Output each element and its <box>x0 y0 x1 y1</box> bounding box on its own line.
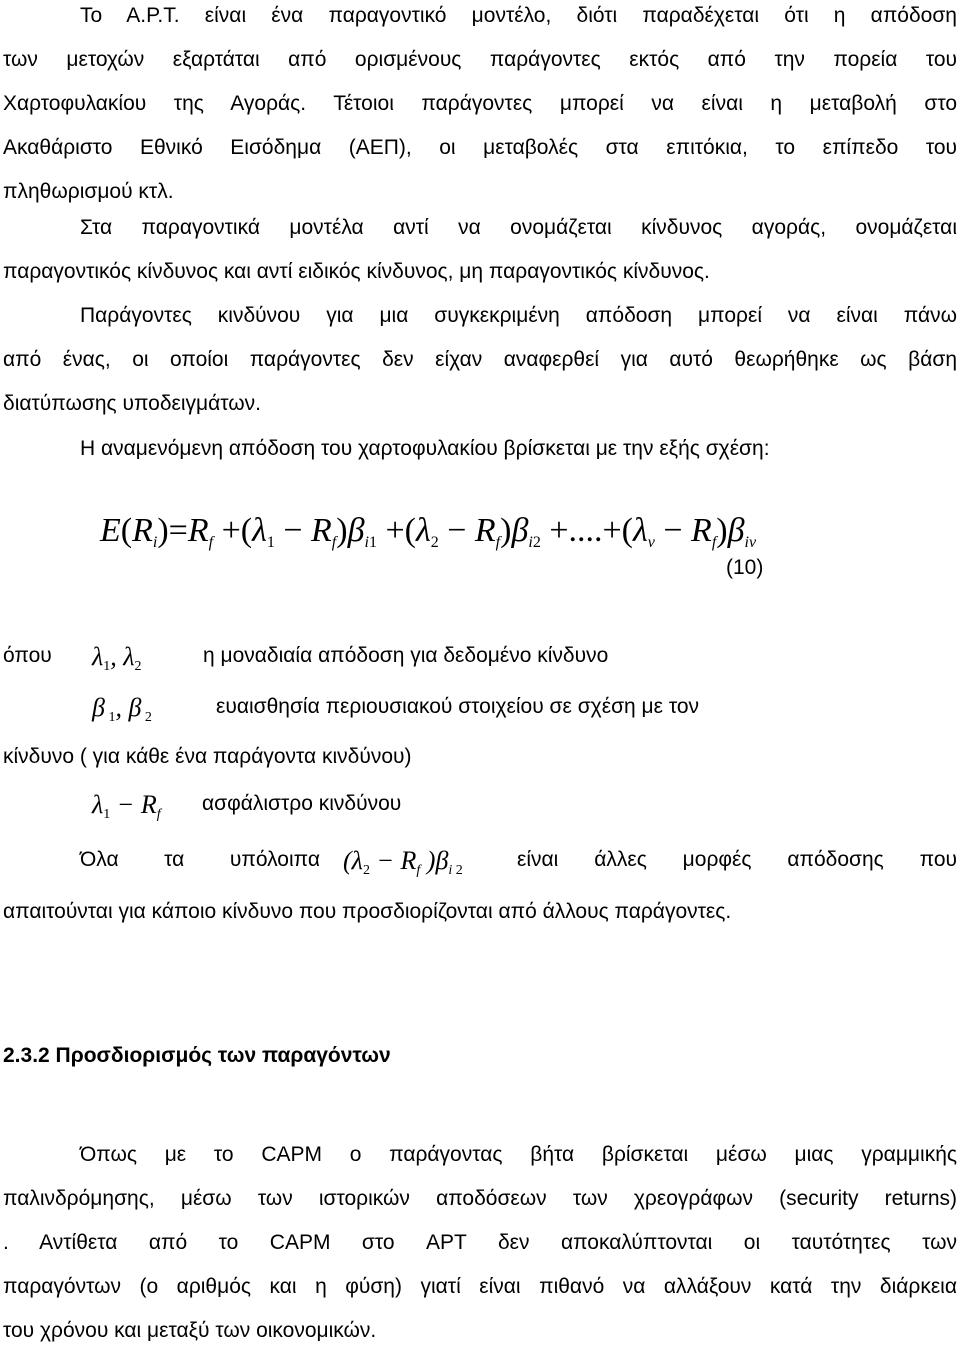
text-line: διατύπωσης υποδειγμάτων. <box>3 392 261 415</box>
lambda-symbols: $\lambda_1$, $\lambda_2$ <box>92 642 142 674</box>
text-line: παλινδρόμησης, μέσω των ιστορικών αποδόσεων των χρεογράφων (security returns) <box>3 1187 957 1210</box>
text-line: Η αναμενόμενη απόδοση του χαρτοφυλακίου βρίσκεται με την εξής σχέση: <box>80 437 770 460</box>
equation-expected-return: $E(R_i)=R_f +(\lambda_1 - R_f)\beta_{i1} +(\lambda_2 - R_f)\beta_{i2} +....+(\lambda_v - R_f)\beta_{iv}$ <box>100 512 757 551</box>
risk-premium-description: ασφάλιστρο κινδύνου <box>202 792 402 815</box>
paragraph-factor-identification <box>3 1133 957 1353</box>
text-line: του χρόνου και μεταξύ των οικονομικών. <box>3 1319 377 1342</box>
beta-symbols: β $_1$, β $_2$ <box>92 693 152 725</box>
text-line: παραγόντων (ο αριθμός και η φύση) γιατί είναι πιθανό να αλλάξουν κατά την διάρκεια <box>3 1275 957 1298</box>
equation-number: (10) <box>726 556 764 579</box>
paragraph-apt-intro <box>3 0 957 214</box>
other-terms-symbol: ($\lambda_2 - R_f$ )$\beta_{i 2}$ <box>343 846 463 878</box>
where-label: όπου <box>3 644 52 667</box>
text-line: . Αντίθετα από το CAPM στο APT δεν αποκαλύπτονται οι ταυτότητες των <box>3 1231 957 1254</box>
text-line: Ακαθάριστο Εθνικό Εισόδημα (ΑΕΠ), οι μεταβολές στα επιτόκια, το επίπεδο του <box>3 136 957 159</box>
rest-description: είναι άλλες μορφές απόδοσης που <box>517 848 957 871</box>
text-line: παραγοντικός κίνδυνος και αντί ειδικός κίνδυνος, μη παραγοντικός κίνδυνος. <box>3 260 710 283</box>
lambda-description: η μοναδιαία απόδοση για δεδομένο κίνδυνο <box>203 644 609 667</box>
rest-label: Όλα τα υπόλοιπα <box>80 848 320 871</box>
text-line: από ένας, οι οποίοι παράγοντες δεν είχαν αναφερθεί για αυτό θεωρήθηκε ως βάση <box>3 348 957 371</box>
text-line: Όπως με το CAPM ο παράγοντας βήτα βρίσκεται μέσω μιας γραμμικής <box>80 1143 957 1166</box>
text-line: Στα παραγοντικά μοντέλα αντί να ονομάζεται κίνδυνος αγοράς, ονομάζεται <box>80 216 957 239</box>
text-line: πληθωρισμού κτλ. <box>3 180 174 203</box>
text-line: Το Α.Ρ.Τ. είναι ένα παραγοντικό μοντέλο, διότι παραδέχεται ότι η απόδοση <box>80 4 957 27</box>
text-line: Παράγοντες κινδύνου για μια συγκεκριμένη απόδοση μπορεί να είναι πάνω <box>80 304 957 327</box>
paragraph-risk-factors <box>3 294 957 426</box>
section-heading: 2.3.2 Προσδιορισμός των παραγόντων <box>3 1044 391 1067</box>
rest-description-cont: απαιτούνται για κάποιο κίνδυνο που προσδιορίζονται από άλλους παράγοντες. <box>3 900 732 923</box>
paragraph-factor-models <box>3 206 957 294</box>
text-line: Χαρτοφυλακίου της Αγοράς. Τέτοιοι παράγοντες μπορεί να είναι η μεταβολή στο <box>3 92 957 115</box>
paragraph-expected-return-intro <box>3 427 957 471</box>
beta-description: ευαισθησία περιουσιακού στοιχείου σε σχέση με τον <box>216 695 700 718</box>
text-line: των μετοχών εξαρτάται από ορισμένους παράγοντες εκτός από την πορεία του <box>3 48 957 71</box>
beta-description-cont: κίνδυνο ( για κάθε ένα παράγοντα κινδύνου) <box>3 745 412 768</box>
risk-premium-symbol: $\lambda_1 - R_f$ <box>92 790 161 822</box>
